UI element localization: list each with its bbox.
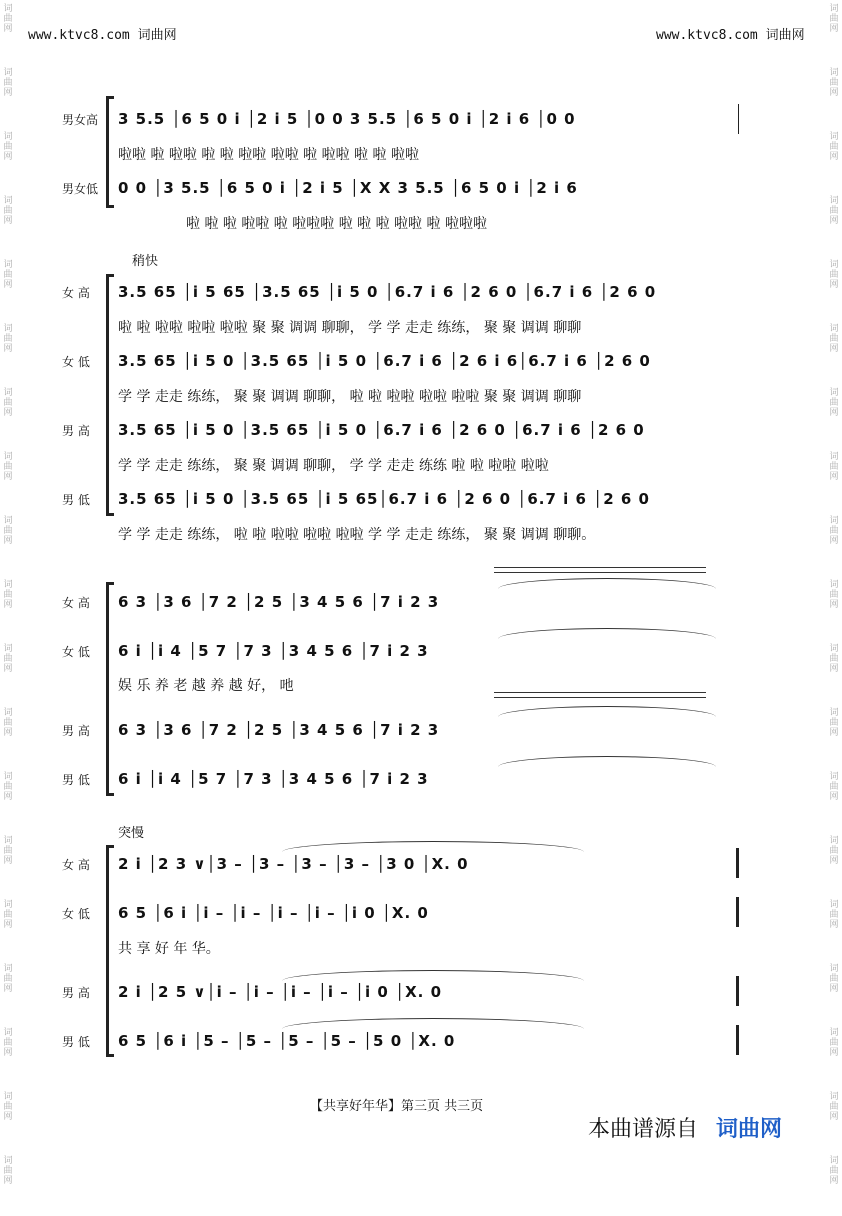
brace-top [106,582,114,585]
watermark-text: 词 曲 网 [829,1028,839,1058]
watermark-text: 词 曲 网 [3,1156,13,1186]
watermark-text: 词 曲 网 [3,580,13,610]
lyrics-row: 啦啦 啦 啦啦 啦 啦 啦啦 啦啦 啦 啦啦 啦 啦 啦啦 [118,147,419,163]
watermark-text: 词 曲 网 [3,1028,13,1058]
final-barline [736,976,739,1006]
part-label: 男 低 [62,773,90,787]
crescendo-line [494,697,706,698]
watermark-text: 词 曲 网 [829,68,839,98]
watermark-text: 词 曲 网 [3,772,13,802]
watermark-text: 词 曲 网 [829,452,839,482]
notes-row: 6 5 │6 i │5 – │5 – │5 – │5 – │5 0 │X. 0 [118,1032,456,1050]
notes-row: 6 i │i 4 │5 7 │7 3 │3 4 5 6 │7 i 2 3 [118,770,429,788]
slur [498,628,716,639]
part-label: 男 高 [62,724,90,738]
watermark-text: 词 曲 网 [829,772,839,802]
part-label: 男 低 [62,1035,90,1049]
part-label: 男女低 [62,182,99,196]
source-credit [588,1112,782,1143]
brace-top [106,845,114,848]
watermark-text: 词 曲 网 [3,836,13,866]
brace-top [106,96,114,99]
part-label: 男女高 [62,113,99,127]
watermark-text: 词 曲 网 [3,4,13,34]
watermark-text: 词 曲 网 [3,68,13,98]
watermark-text: 词 曲 网 [829,516,839,546]
slur [282,970,584,981]
crescendo-line [494,572,706,573]
final-barline [736,897,739,927]
watermark-text: 词 曲 网 [829,964,839,994]
watermark-text: 词 曲 网 [3,324,13,354]
watermark-text: 词 曲 网 [829,708,839,738]
slur [498,578,716,589]
watermark-text: 词 曲 网 [3,260,13,290]
notes-row: 6 3 │3 6 │7 2 │2 5 │3 4 5 6 │7 i 2 3 [118,721,440,739]
header-left [28,24,177,43]
brace-bottom [106,1054,114,1057]
right-watermark [826,0,842,1186]
brace-bottom [106,793,114,796]
watermark-text: 词 曲 网 [3,1092,13,1122]
lyrics-row: 啦 啦 啦 啦啦 啦 啦啦啦 啦 啦 啦 啦啦 啦 啦啦啦 [186,216,487,232]
watermark-text: 词 曲 网 [3,964,13,994]
slur [282,841,584,852]
source-brand[interactable]: 词曲网 [716,1117,783,1142]
part-label: 女 低 [62,355,90,369]
part-label: 男 低 [62,493,90,507]
slur [498,756,716,767]
system-line [106,274,109,516]
final-barline [736,1025,739,1055]
brace-bottom [106,513,114,516]
watermark-text: 词 曲 网 [829,388,839,418]
slur [498,706,716,717]
left-watermark [0,0,16,1186]
header-left-url[interactable]: www.ktvc8.com [28,28,130,43]
crescendo-line [494,692,706,693]
part-label: 男 高 [62,986,90,1000]
notes-row: 6 3 │3 6 │7 2 │2 5 │3 4 5 6 │7 i 2 3 [118,593,440,611]
part-label: 男 高 [62,424,90,438]
brace-bottom [106,205,114,208]
notes-row: 2 i │2 3 ∨│3 – │3 – │3 – │3 – │3 0 │X. 0 [118,855,469,873]
watermark-text: 词 曲 网 [3,132,13,162]
watermark-text: 词 曲 网 [3,388,13,418]
lyrics-row: 共 享 好 年 华。 [118,941,220,957]
notes-row: 2 i │2 5 ∨│i – │i – │i – │i – │i 0 │X. 0 [118,983,443,1001]
watermark-text: 词 曲 网 [829,644,839,674]
brace-top [106,274,114,277]
notes-row: 3.5 65 │i 5 0 │3.5 65 │i 5 0 │6.7 i 6 │2 6 i 6│6.7 i 6 │2 6 0 [118,352,651,370]
notes-row: 3 5.5 │6 5 0 i │2 i 5 │0 0 3 5.5 │6 5 0 i │2 i 6 │0 0 [118,110,576,128]
lyrics-row: 学 学 走走 练练， 聚 聚 调调 聊聊， 学 学 走走 练练 啦 啦 啦啦 啦啦 [118,458,549,474]
crescendo-line [494,567,706,568]
watermark-text: 词 曲 网 [3,708,13,738]
watermark-text: 词 曲 网 [829,324,839,354]
end-barline [738,104,739,134]
watermark-text: 词 曲 网 [829,196,839,226]
watermark-text: 词 曲 网 [3,516,13,546]
watermark-text: 词 曲 网 [829,1156,839,1186]
watermark-text: 词 曲 网 [829,260,839,290]
source-prefix: 本曲谱源自 [588,1117,699,1142]
final-barline [736,848,739,878]
part-label: 女 低 [62,645,90,659]
watermark-text: 词 曲 网 [829,580,839,610]
lyrics-row: 学 学 走走 练练， 聚 聚 调调 聊聊， 啦 啦 啦啦 啦啦 啦啦 聚 聚 调调 聊聊 [118,389,582,405]
notes-row: 6 5 │6 i │i – │i – │i – │i – │i 0 │X. 0 [118,904,429,922]
part-label: 女 高 [62,596,90,610]
lyrics-row: 娱 乐 养 老 越 养 越 好， 吔 [118,678,294,694]
notes-row: 3.5 65 │i 5 0 │3.5 65 │i 5 0 │6.7 i 6 │2 6 0 │6.7 i 6 │2 6 0 [118,421,645,439]
part-label: 女 高 [62,286,90,300]
lyrics-row: 学 学 走走 练练， 啦 啦 啦啦 啦啦 啦啦 学 学 走走 练练， 聚 聚 调调 聊聊。 [118,527,596,543]
page-footer: 【共享好年华】第三页 共三页 [310,1099,484,1114]
notes-row: 0 0 │3 5.5 │6 5 0 i │2 i 5 │X X 3 5.5 │6 5 0 i │2 i 6 [118,179,578,197]
watermark-text: 词 曲 网 [829,900,839,930]
watermark-text: 词 曲 网 [829,1092,839,1122]
header-right-url[interactable]: www.ktvc8.com [656,28,758,43]
header-left-site: 词曲网 [137,28,177,43]
header-right [656,24,805,43]
part-label: 女 高 [62,858,90,872]
watermark-text: 词 曲 网 [829,836,839,866]
tempo-mark: 突慢 [118,826,145,841]
lyrics-row: 啦 啦 啦啦 啦啦 啦啦 聚 聚 调调 聊聊， 学 学 走走 练练， 聚 聚 调调 聊聊 [118,320,582,336]
watermark-text: 词 曲 网 [829,4,839,34]
watermark-text: 词 曲 网 [3,900,13,930]
part-label: 女 低 [62,907,90,921]
watermark-text: 词 曲 网 [3,196,13,226]
watermark-text: 词 曲 网 [3,644,13,674]
slur [282,1018,584,1029]
notes-row: 6 i │i 4 │5 7 │7 3 │3 4 5 6 │7 i 2 3 [118,642,429,660]
notes-row: 3.5 65 │i 5 65 │3.5 65 │i 5 0 │6.7 i 6 │2 6 0 │6.7 i 6 │2 6 0 [118,283,657,301]
tempo-mark: 稍快 [132,254,159,269]
watermark-text: 词 曲 网 [829,132,839,162]
notes-row: 3.5 65 │i 5 0 │3.5 65 │i 5 65│6.7 i 6 │2 6 0 │6.7 i 6 │2 6 0 [118,490,650,508]
header-right-site: 词曲网 [765,28,805,43]
system-line [106,582,109,796]
system-line [106,96,109,208]
watermark-text: 词 曲 网 [3,452,13,482]
system-line [106,845,109,1057]
